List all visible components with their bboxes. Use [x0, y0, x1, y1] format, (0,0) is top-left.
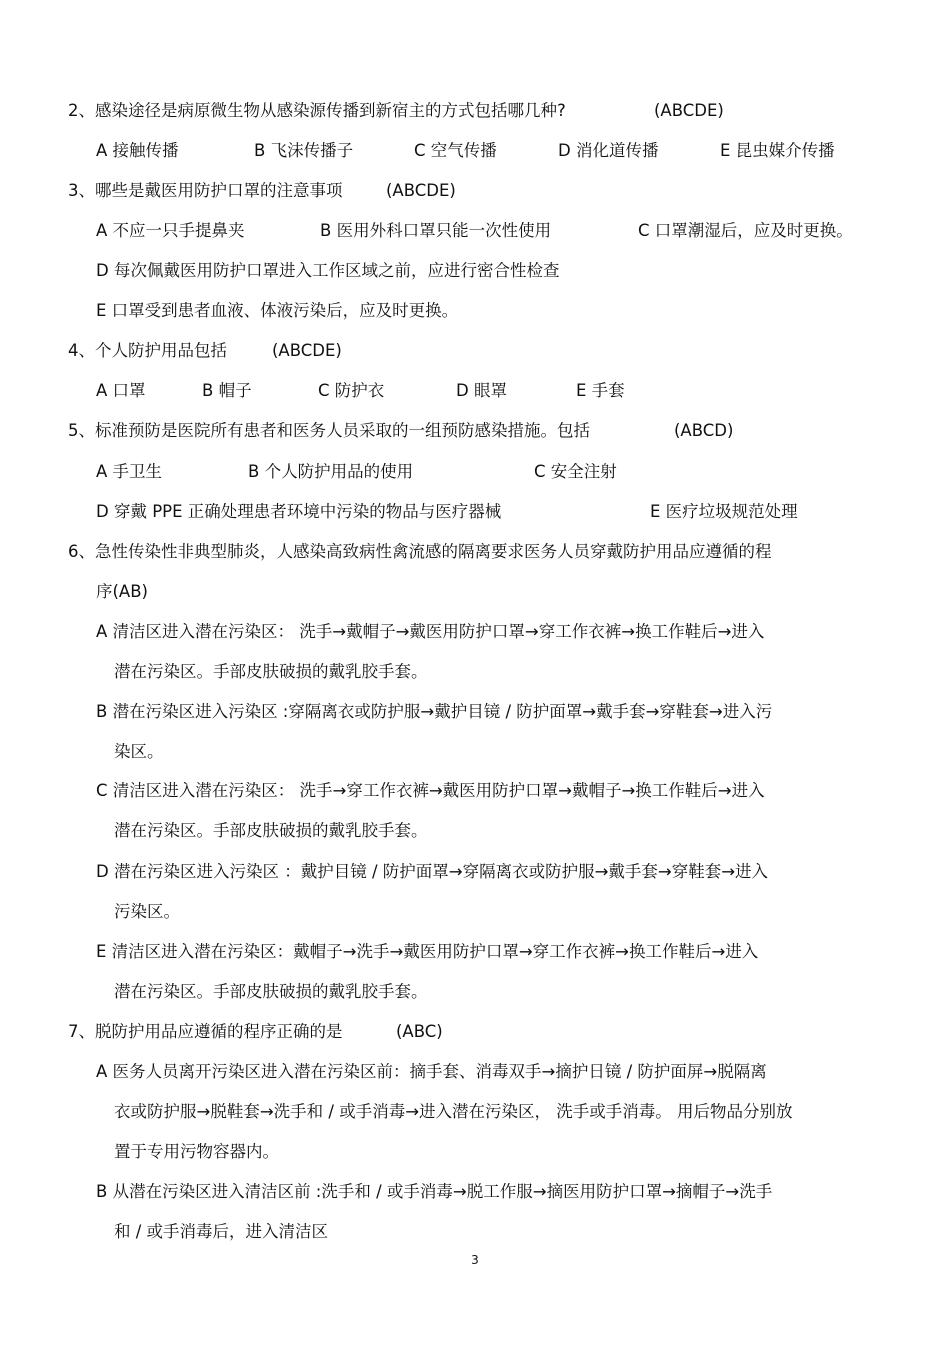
question-5-answer: (ABCD) [674, 421, 734, 440]
option-b: B 个人防护用品的使用 [248, 462, 414, 481]
question-7-answer: (ABC) [396, 1022, 443, 1041]
page-number: 3 [471, 1253, 479, 1267]
option-c: C 清洁区进入潜在污染区： 洗手→穿工作衣裤→戴医用防护口罩→戴帽子→换工作鞋后→进入 [96, 781, 765, 800]
option-a-cont: 衣或防护服→脱鞋套→洗手和 / 或手消毒→进入潜在污染区， 洗手或手消毒。 用后物品分别放 [114, 1102, 793, 1121]
question-3-stem: 3、哪些是戴医用防护口罩的注意事项 [68, 181, 343, 200]
option-e: E 医疗垃圾规范处理 [650, 502, 798, 521]
option-a-cont: 潜在污染区。手部皮肤破损的戴乳胶手套。 [114, 662, 428, 681]
option-e: E 清洁区进入潜在污染区：戴帽子→洗手→戴医用防护口罩→穿工作衣裤→换工作鞋后→进入 [96, 942, 759, 961]
option-b: B 帽子 [202, 381, 252, 400]
option-b: B 飞沫传播子 [254, 141, 354, 160]
question-2-stem: 2、感染途径是病原微生物从感染源传播到新宿主的方式包括哪几种? [68, 101, 566, 120]
option-b-cont: 染区。 [114, 742, 164, 761]
option-d: D 潜在污染区进入污染区 ：戴护目镜 / 防护面罩→穿隔离衣或防护服→戴手套→穿鞋套→进入 [96, 862, 769, 881]
question-7-stem: 7、脱防护用品应遵循的程序正确的是 [68, 1022, 343, 1041]
option-e: E 昆虫媒介传播 [720, 141, 835, 160]
option-d-cont: 污染区。 [114, 902, 180, 921]
option-a: A 不应一只手提鼻夹 [96, 221, 245, 240]
option-a: A 清洁区进入潜在污染区： 洗手→戴帽子→戴医用防护口罩→穿工作衣裤→换工作鞋后→进入 [96, 622, 765, 641]
question-3-answer: (ABCDE) [386, 181, 456, 200]
question-6-stem-cont: 序(AB) [96, 582, 148, 601]
option-a: A 医务人员离开污染区进入潜在污染区前：摘手套、消毒双手→摘护日镜 / 防护面屏→脱隔离 [96, 1062, 767, 1081]
option-a: A 口罩 [96, 381, 146, 400]
option-b: B 从潜在污染区进入清洁区前 :洗手和 / 或手消毒→脱工作服→摘医用防护口罩→摘帽子→洗手 [96, 1182, 773, 1201]
option-c: C 空气传播 [414, 141, 497, 160]
option-d: D 每次佩戴医用防护口罩进入工作区域之前，应进行密合性检查 [96, 261, 560, 280]
question-6-stem: 6、急性传染性非典型肺炎，人感染高致病性禽流感的隔离要求医务人员穿戴防护用品应遵循的程 [68, 542, 772, 561]
option-c: C 口罩潮湿后，应及时更换。 [638, 221, 853, 240]
question-5-stem: 5、标准预防是医院所有患者和医务人员采取的一组预防感染措施。包括 [68, 421, 590, 440]
option-b: B 医用外科口罩只能一次性使用 [320, 221, 552, 240]
option-e: E 口罩受到患者血液、体液污染后，应及时更换。 [96, 301, 459, 320]
option-e: E 手套 [576, 381, 625, 400]
option-c: C 防护衣 [318, 381, 385, 400]
option-d: D 穿戴 PPE 正确处理患者环境中污染的物品与医疗器械 [96, 502, 502, 521]
option-d: D 眼罩 [456, 381, 507, 400]
question-4-stem: 4、个人防护用品包括 [68, 341, 227, 360]
option-c: C 安全注射 [534, 462, 617, 481]
option-b-cont: 和 / 或手消毒后，进入清洁区 [114, 1222, 329, 1241]
option-a-cont-2: 置于专用污物容器内。 [114, 1142, 279, 1161]
option-c-cont: 潜在污染区。手部皮肤破损的戴乳胶手套。 [114, 821, 428, 840]
question-2-answer: (ABCDE) [654, 101, 724, 120]
option-a: A 接触传播 [96, 141, 179, 160]
option-d: D 消化道传播 [558, 141, 659, 160]
option-a: A 手卫生 [96, 462, 163, 481]
question-4-answer: (ABCDE) [272, 341, 342, 360]
option-e-cont: 潜在污染区。手部皮肤破损的戴乳胶手套。 [114, 982, 428, 1001]
option-b: B 潜在污染区进入污染区 :穿隔离衣或防护服→戴护目镜 / 防护面罩→戴手套→穿鞋套→进入污 [96, 702, 773, 721]
